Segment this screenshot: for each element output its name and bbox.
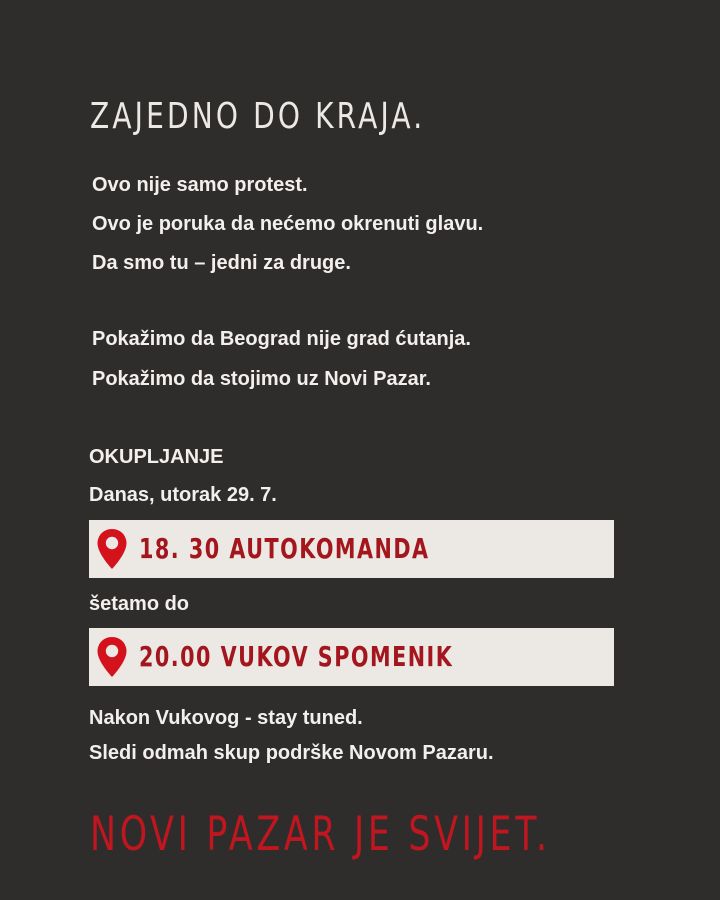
second-stop-text: 20.00 VUKOV SPOMENIK bbox=[139, 640, 454, 673]
intro-line-3: Da smo tu – jedni za druge. bbox=[92, 252, 351, 274]
after-line-2: Sledi odmah skup podrške Novom Pazaru. bbox=[89, 742, 494, 764]
gathering-label: OKUPLJANJE bbox=[89, 446, 224, 468]
intro-line-1: Ovo nije samo protest. bbox=[92, 174, 308, 196]
location-pin-icon bbox=[96, 636, 128, 678]
first-stop-banner bbox=[89, 520, 614, 578]
closing-slogan: NOVI PAZAR JE SVIJET. bbox=[90, 807, 551, 862]
second-stop-banner bbox=[89, 628, 614, 686]
location-pin-icon bbox=[96, 528, 128, 570]
after-line-1: Nakon Vukovog - stay tuned. bbox=[89, 707, 363, 729]
connector-text: šetamo do bbox=[89, 593, 190, 615]
first-stop-text: 18. 30 AUTOKOMANDA bbox=[139, 532, 430, 565]
call-line-1: Pokažimo da Beograd nije grad ćutanja. bbox=[92, 328, 471, 350]
call-line-2: Pokažimo da stojimo uz Novi Pazar. bbox=[92, 368, 431, 390]
intro-line-2: Ovo je poruka da nećemo okrenuti glavu. bbox=[92, 213, 484, 235]
headline: ZAJEDNO DO KRAJA. bbox=[90, 96, 426, 137]
gathering-date: Danas, utorak 29. 7. bbox=[89, 484, 277, 506]
